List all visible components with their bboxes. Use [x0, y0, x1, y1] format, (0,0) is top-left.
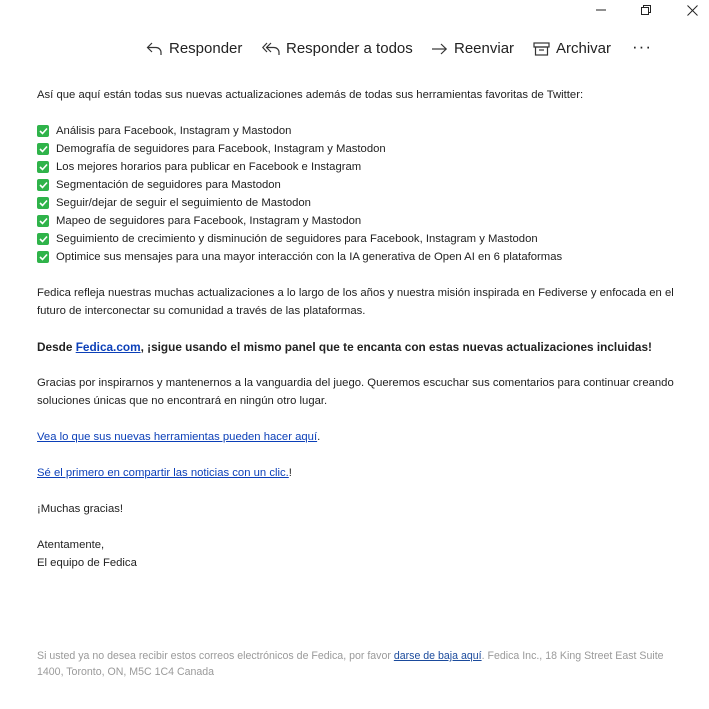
feature-list: [37, 122, 677, 266]
desde-paragraph: Desde Fedica.com, ¡sigue usando el mismo panel que te encanta con estas nuevas actualizaciones incluidas!: [37, 340, 652, 354]
archive-icon: [533, 41, 550, 57]
tools-paragraph: Vea lo que sus nuevas herramientas pueden hacer aquí.: [37, 431, 321, 443]
intro-text: Así que aquí están todas sus nuevas actualizaciones además de todas sus herramientas favoritas de Twitter:: [37, 89, 584, 101]
close-icon: [687, 5, 698, 16]
check-icon: [37, 179, 49, 191]
signoff-text: Atentamente,: [37, 539, 105, 551]
check-icon: [37, 215, 49, 227]
minimize-button[interactable]: [578, 0, 624, 20]
check-icon: [37, 125, 49, 137]
more-icon: ···: [632, 37, 652, 56]
closing-text: ¡Muchas gracias!: [37, 503, 124, 515]
reply-all-icon: [262, 41, 280, 57]
mail-toolbar: [0, 34, 709, 66]
check-icon: [37, 251, 49, 263]
archive-label: Archivar: [556, 40, 612, 57]
email-footer: Si usted ya no desea recibir estos correos electrónicos de Fedica, por favor darse de baja aquí. Fedica Inc., 18 King Street East Suite 1400, Toronto, ON, M5C 1C4 Canada: [37, 650, 664, 678]
list-item: Seguimiento de crecimiento y disminución de seguidores para Facebook, Instagram y Mastodon: [37, 230, 677, 248]
more-options-button[interactable]: [632, 37, 652, 57]
thanks-paragraph: Gracias por inspirarnos y mantenernos a la vanguardia del juego. Queremos escuchar sus comentarios para continuar creando soluciones únicas que no encontrará en ningún otro lugar.: [37, 377, 674, 407]
mission-paragraph: Fedica refleja nuestras muchas actualizaciones a lo largo de los años y nuestra misión inspirada en Fediverse y enfocada en el futuro de interconectar su comunidad a través de las plataformas.: [37, 287, 674, 317]
check-icon: [37, 143, 49, 155]
restore-icon: [641, 5, 651, 15]
reply-icon: [146, 41, 163, 57]
reply-label: Responder: [169, 40, 243, 57]
email-body: [37, 86, 677, 572]
restore-button[interactable]: [623, 0, 669, 20]
unsubscribe-link[interactable]: darse de baja aquí: [393, 650, 482, 662]
forward-icon: [431, 41, 448, 57]
reply-button[interactable]: [146, 40, 242, 57]
close-button[interactable]: [669, 0, 709, 20]
list-item: Optimice sus mensajes para una mayor interacción con la IA generativa de Open AI en 6 plataformas: [37, 248, 677, 266]
forward-button[interactable]: [431, 40, 514, 57]
list-item: Demografía de seguidores para Facebook, Instagram y Mastodon: [37, 140, 677, 158]
archive-button[interactable]: [533, 40, 611, 57]
share-paragraph: Sé el primero en compartir las noticias con un clic.!: [37, 467, 292, 479]
minimize-icon: [596, 5, 606, 15]
tools-link[interactable]: Vea lo que sus nuevas herramientas pueden hacer aquí: [37, 431, 318, 443]
fedica-link[interactable]: Fedica.com: [75, 340, 141, 354]
list-item: Mapeo de seguidores para Facebook, Instagram y Mastodon: [37, 212, 677, 230]
reply-all-label: Responder a todos: [286, 40, 413, 57]
reply-all-button[interactable]: [262, 40, 413, 57]
check-icon: [37, 233, 49, 245]
list-item: Análisis para Facebook, Instagram y Mastodon: [37, 122, 677, 140]
check-icon: [37, 197, 49, 209]
list-item: Los mejores horarios para publicar en Facebook e Instagram: [37, 158, 677, 176]
list-item: Segmentación de seguidores para Mastodon: [37, 176, 677, 194]
check-icon: [37, 161, 49, 173]
forward-label: Reenviar: [454, 40, 515, 57]
share-link[interactable]: Sé el primero en compartir las noticias con un clic.: [37, 467, 289, 479]
list-item: Seguir/dejar de seguir el seguimiento de Mastodon: [37, 194, 677, 212]
signature-text: El equipo de Fedica: [37, 557, 137, 569]
